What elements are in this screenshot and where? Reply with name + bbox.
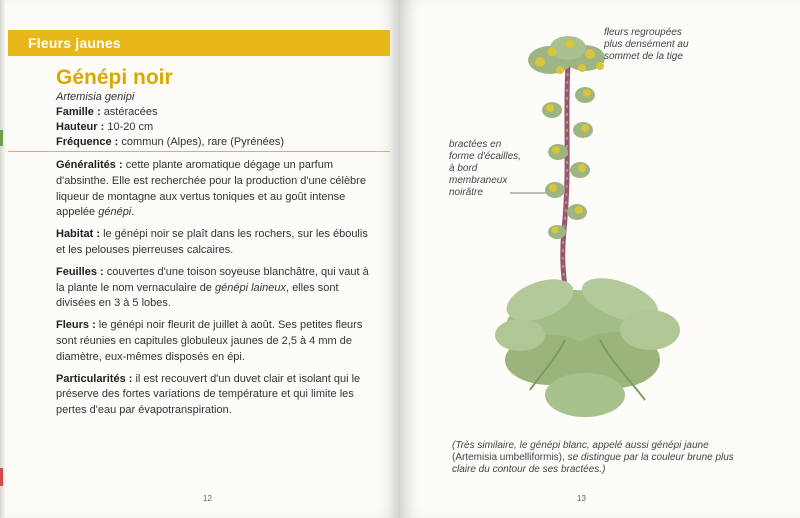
illustration-caption	[452, 440, 752, 476]
basal-leaves	[495, 269, 680, 417]
generalites-italic: génépi	[98, 206, 132, 219]
frequence-value: commun (Alpes), rare (Pyrénées)	[121, 136, 285, 148]
paragraph-generalites	[56, 158, 374, 221]
feuilles-end: , elles sont divisées en 3 à 5 lobes.	[56, 281, 339, 310]
habitat-text: le génépi noir se plaît dans les rochers, sur les éboulis et les pelouses pierreuses calcaires.	[56, 228, 368, 256]
edge-tab-green	[0, 130, 3, 146]
annotation-top-line3: sommet de la tige	[604, 51, 683, 62]
section-label: Fleurs jaunes	[28, 35, 121, 51]
caption-part1: (Très similaire, le génépi blanc, appelé aussi génépi jaune	[452, 440, 709, 451]
plant-title: Génépi noir	[56, 66, 173, 89]
famille-value: astéracées	[103, 106, 158, 118]
plant-meta	[56, 90, 284, 150]
annotation-mid-line5: noirâtre	[449, 187, 483, 198]
particularites-text: il est recouvert d'un duvet clair et isolant qui le préserve des fortes variations de température et qui limite les pertes d'eau par évapotranspiration.	[56, 372, 361, 417]
annotation-mid	[449, 139, 521, 199]
paragraph-particularites	[56, 372, 374, 419]
annotation-top	[604, 27, 689, 63]
annotation-top-line2: plus densément au	[604, 39, 689, 50]
section-banner	[8, 30, 390, 56]
particularites-label: Particularités :	[56, 372, 133, 385]
annotation-mid-line4: membraneux	[449, 175, 508, 186]
generalites-text: cette plante aromatique dégage un parfum d'absinthe. Elle est recherchée pour la production d'une célèbre liqueur de montagne aux vertus toniques et au goût intense appelée	[56, 159, 366, 219]
page-edge	[0, 0, 6, 518]
generalites-end: .	[131, 206, 135, 219]
latin-name: Artemisia genipi	[56, 91, 135, 103]
frequence-row	[56, 135, 284, 150]
frequence-label: Fréquence :	[56, 136, 119, 148]
generalites-label: Généralités :	[56, 159, 123, 171]
paragraph-fleurs	[56, 318, 374, 365]
separator-line	[8, 151, 390, 152]
hauteur-value: 10-20 cm	[107, 121, 154, 133]
hauteur-label: Hauteur :	[56, 121, 105, 133]
feuilles-italic: génépi laineux	[215, 281, 286, 294]
plant-illustration	[400, 0, 800, 430]
famille-row	[56, 105, 284, 120]
paragraph-feuilles	[56, 265, 374, 312]
fleurs-label: Fleurs :	[56, 319, 96, 332]
annotation-mid-line3: à bord	[449, 163, 478, 174]
caption-part2: (Artemisia umbelliformis),	[452, 452, 565, 463]
annotation-mid-line1: bractées en	[449, 139, 502, 150]
page-number-left: 12	[203, 494, 212, 503]
caption-part4: brune plus claire du contour de ses bractées.)	[452, 452, 734, 475]
feuilles-label: Feuilles :	[56, 265, 104, 278]
famille-label: Famille :	[56, 106, 101, 118]
flower-cluster-top	[528, 36, 605, 74]
paragraph-habitat	[56, 227, 374, 259]
habitat-label: Habitat :	[56, 228, 100, 241]
caption-part3: se distingue par la couleur	[567, 452, 685, 463]
feuilles-text: couvertes d'une toison soyeuse blanchâtre, qui vaut à la plante le nom vernaculaire de	[56, 265, 369, 294]
fleurs-text: le génépi noir fleurit de juillet à août. Ses petites fleurs sont réunies en capitules globuleux jaunes de 2,5 à 4 mm de diamètre, eux-mêmes disposés en épi.	[56, 319, 363, 363]
page-number-right: 13	[577, 494, 586, 503]
hauteur-row	[56, 120, 284, 135]
annotation-mid-line2: forme d'écailles,	[449, 151, 521, 162]
annotation-top-line1: fleurs regroupées	[604, 27, 682, 38]
edge-tab-red	[0, 468, 3, 486]
description-body	[56, 158, 374, 425]
